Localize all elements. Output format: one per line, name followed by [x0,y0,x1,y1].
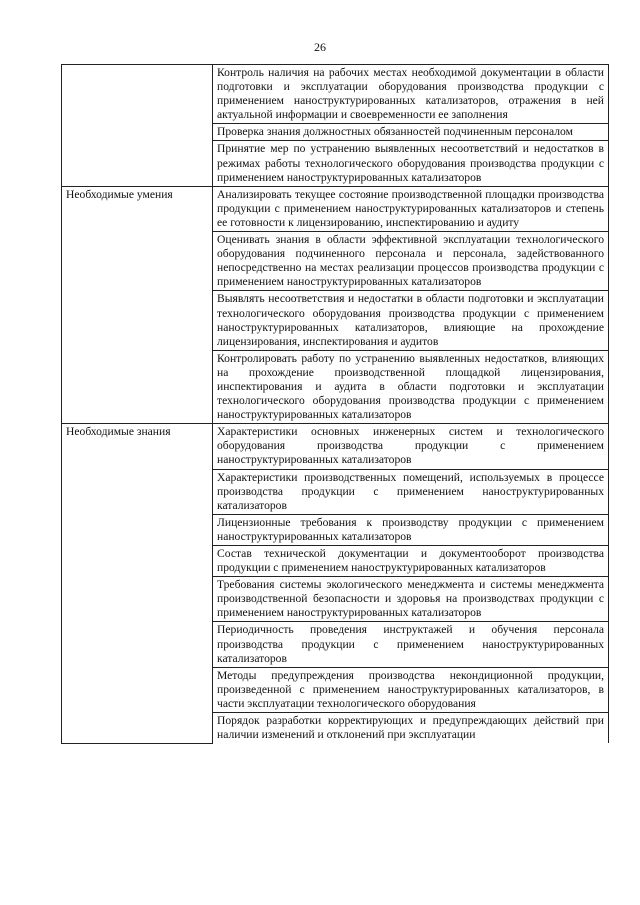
table-cell: Принятие мер по устранению выявленных несоответствий и недостатков в режимах работы технологического оборудования производства продукции с применением наноструктурированных катализаторов [213,141,609,186]
table-row [62,65,609,124]
table-cell: Анализировать текущее состояние производственной площадки производства продукции с применением наноструктурированных катализаторов и степень ее готовности к лицензированию, инспектированию и аудиту [213,186,609,231]
table-cell: Характеристики производственных помещений, используемых в процессе производства продукции с применением наноструктурированных катализаторов [213,469,609,514]
table-cell: Требования системы экологического менеджмента и системы менеджмента производственной безопасности и здоровья на производствах продукции с применением наноструктурированных катализаторов [213,577,609,622]
table-cell: Проверка знания должностных обязанностей подчиненным персоналом [213,124,609,141]
competency-table [61,64,609,744]
table-cell: Методы предупреждения производства некондиционной продукции, произведенной с применением наноструктурированных катализаторов, в части эксплуатации технологического оборудования [213,667,609,712]
table-cell: Состав технической документации и документооборот производства продукции с применением наноструктурированных катализаторов [213,546,609,577]
page-number: 26 [314,40,326,54]
table-cell: Периодичность проведения инструктажей и обучения персонала производства продукции с применением наноструктурированных катализаторов [213,622,609,667]
table-cell: Контролировать работу по устранению выявленных недостатков, влияющих на прохождение производственной площадкой лицензирования, инспектирования и аудита в области подготовки и эксплуатации технологического оборудования производства продукции с применением наноструктурированных катализаторов [213,350,609,423]
section-label-knowledge: Необходимые знания [62,424,213,743]
table-cell: Лицензионные требования к производству продукции с применением наноструктурированных катализаторов [213,514,609,545]
table-cell: Контроль наличия на рабочих местах необходимой документации в области подготовки и эксплуатации оборудования производства продукции с применением наноструктурированных катализаторов, отражения в ней актуальной информации и своевременности ее заполнения [213,65,609,124]
table-cell: Выявлять несоответствия и недостатки в области подготовки и эксплуатации технологического оборудования производства продукции с применением наноструктурированных катализаторов, влияющие на прохождение лицензирования, инспектирования и аудитов [213,291,609,350]
section-label [62,65,213,187]
table-row [62,424,609,469]
table-row [62,186,609,231]
section-label-skills: Необходимые умения [62,186,213,424]
table-cell: Характеристики основных инженерных систем и технологического оборудования производства продукции с применением наноструктурированных катализаторов [213,424,609,469]
table-cell: Порядок разработки корректирующих и предупреждающих действий при наличии изменений и отклонений при эксплуатации [213,713,609,744]
table-cell: Оценивать знания в области эффективной эксплуатации технологического оборудования подчиненного персонала и персонала, задействованного непосредственно на местах реализации процессов производства продукции с применением наноструктурированных катализаторов [213,232,609,291]
